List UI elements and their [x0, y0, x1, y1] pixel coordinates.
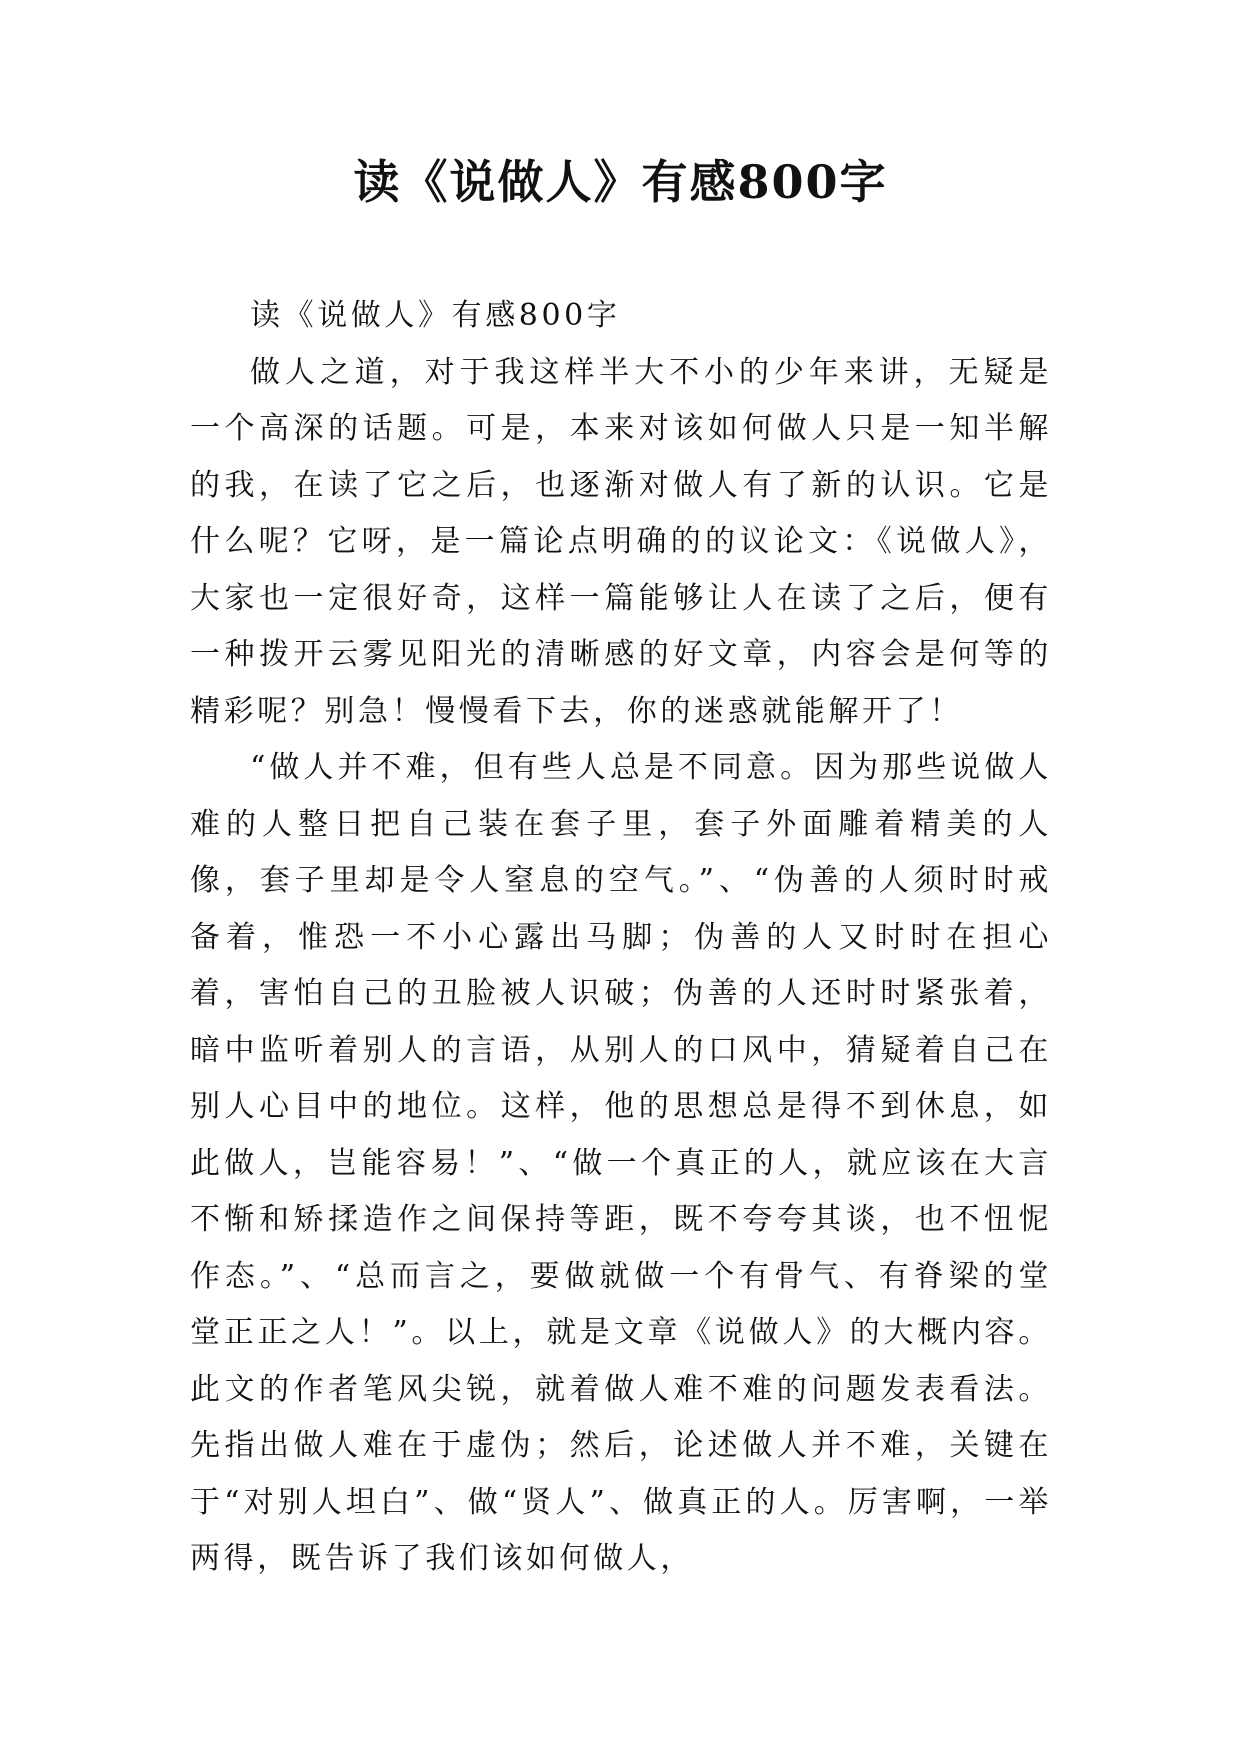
document-body: [190, 288, 1052, 1588]
paragraph-quotes: “做人并不难，但有些人总是不同意。因为那些说做人难的人整日把自己装在套子里，套子外面雕着精美的人像，套子里却是令人窒息的空气。”、“伪善的人须时时戒备着，惟恐一不小心露出马脚；伪善的人又时时在担心着，害怕自己的丑脸被人识破；伪善的人还时时紧张着，暗中监听着别人的言语，从别人的口风中，猜疑着自己在别人心目中的地位。这样，他的思想总是得不到休息，如此做人，岂能容易！”、“做一个真正的人，就应该在大言不惭和矫揉造作之间保持等距，既不夸夸其谈，也不忸怩作态。”、“总而言之，要做就做一个有骨气、有脊梁的堂堂正正之人！”。以上，就是文章《说做人》的大概内容。此文的作者笔风尖锐，就着做人难不难的问题发表看法。先指出做人难在于虚伪；然后，论述做人并不难，关键在于“对别人坦白”、做“贤人”、做真正的人。厉害啊，一举两得，既告诉了我们该如何做人，: [190, 750, 1052, 1576]
paragraph-intro: 做人之道，对于我这样半大不小的少年来讲，无疑是一个高深的话题。可是，本来对该如何做人只是一知半解的我，在读了它之后，也逐渐对做人有了新的认识。它是什么呢？它呀，是一篇论点明确的的议论文：《说做人》，大家也一定很好奇，这样一篇能够让人在读了之后，便有一种拨开云雾见阳光的清晰感的好文章，内容会是何等的精彩呢？别急！慢慢看下去，你的迷惑就能解开了！: [190, 354, 1052, 729]
paragraph-heading-line: 读《说做人》有感800字: [250, 298, 621, 333]
document-title: 读《说做人》有感800字: [353, 155, 888, 209]
